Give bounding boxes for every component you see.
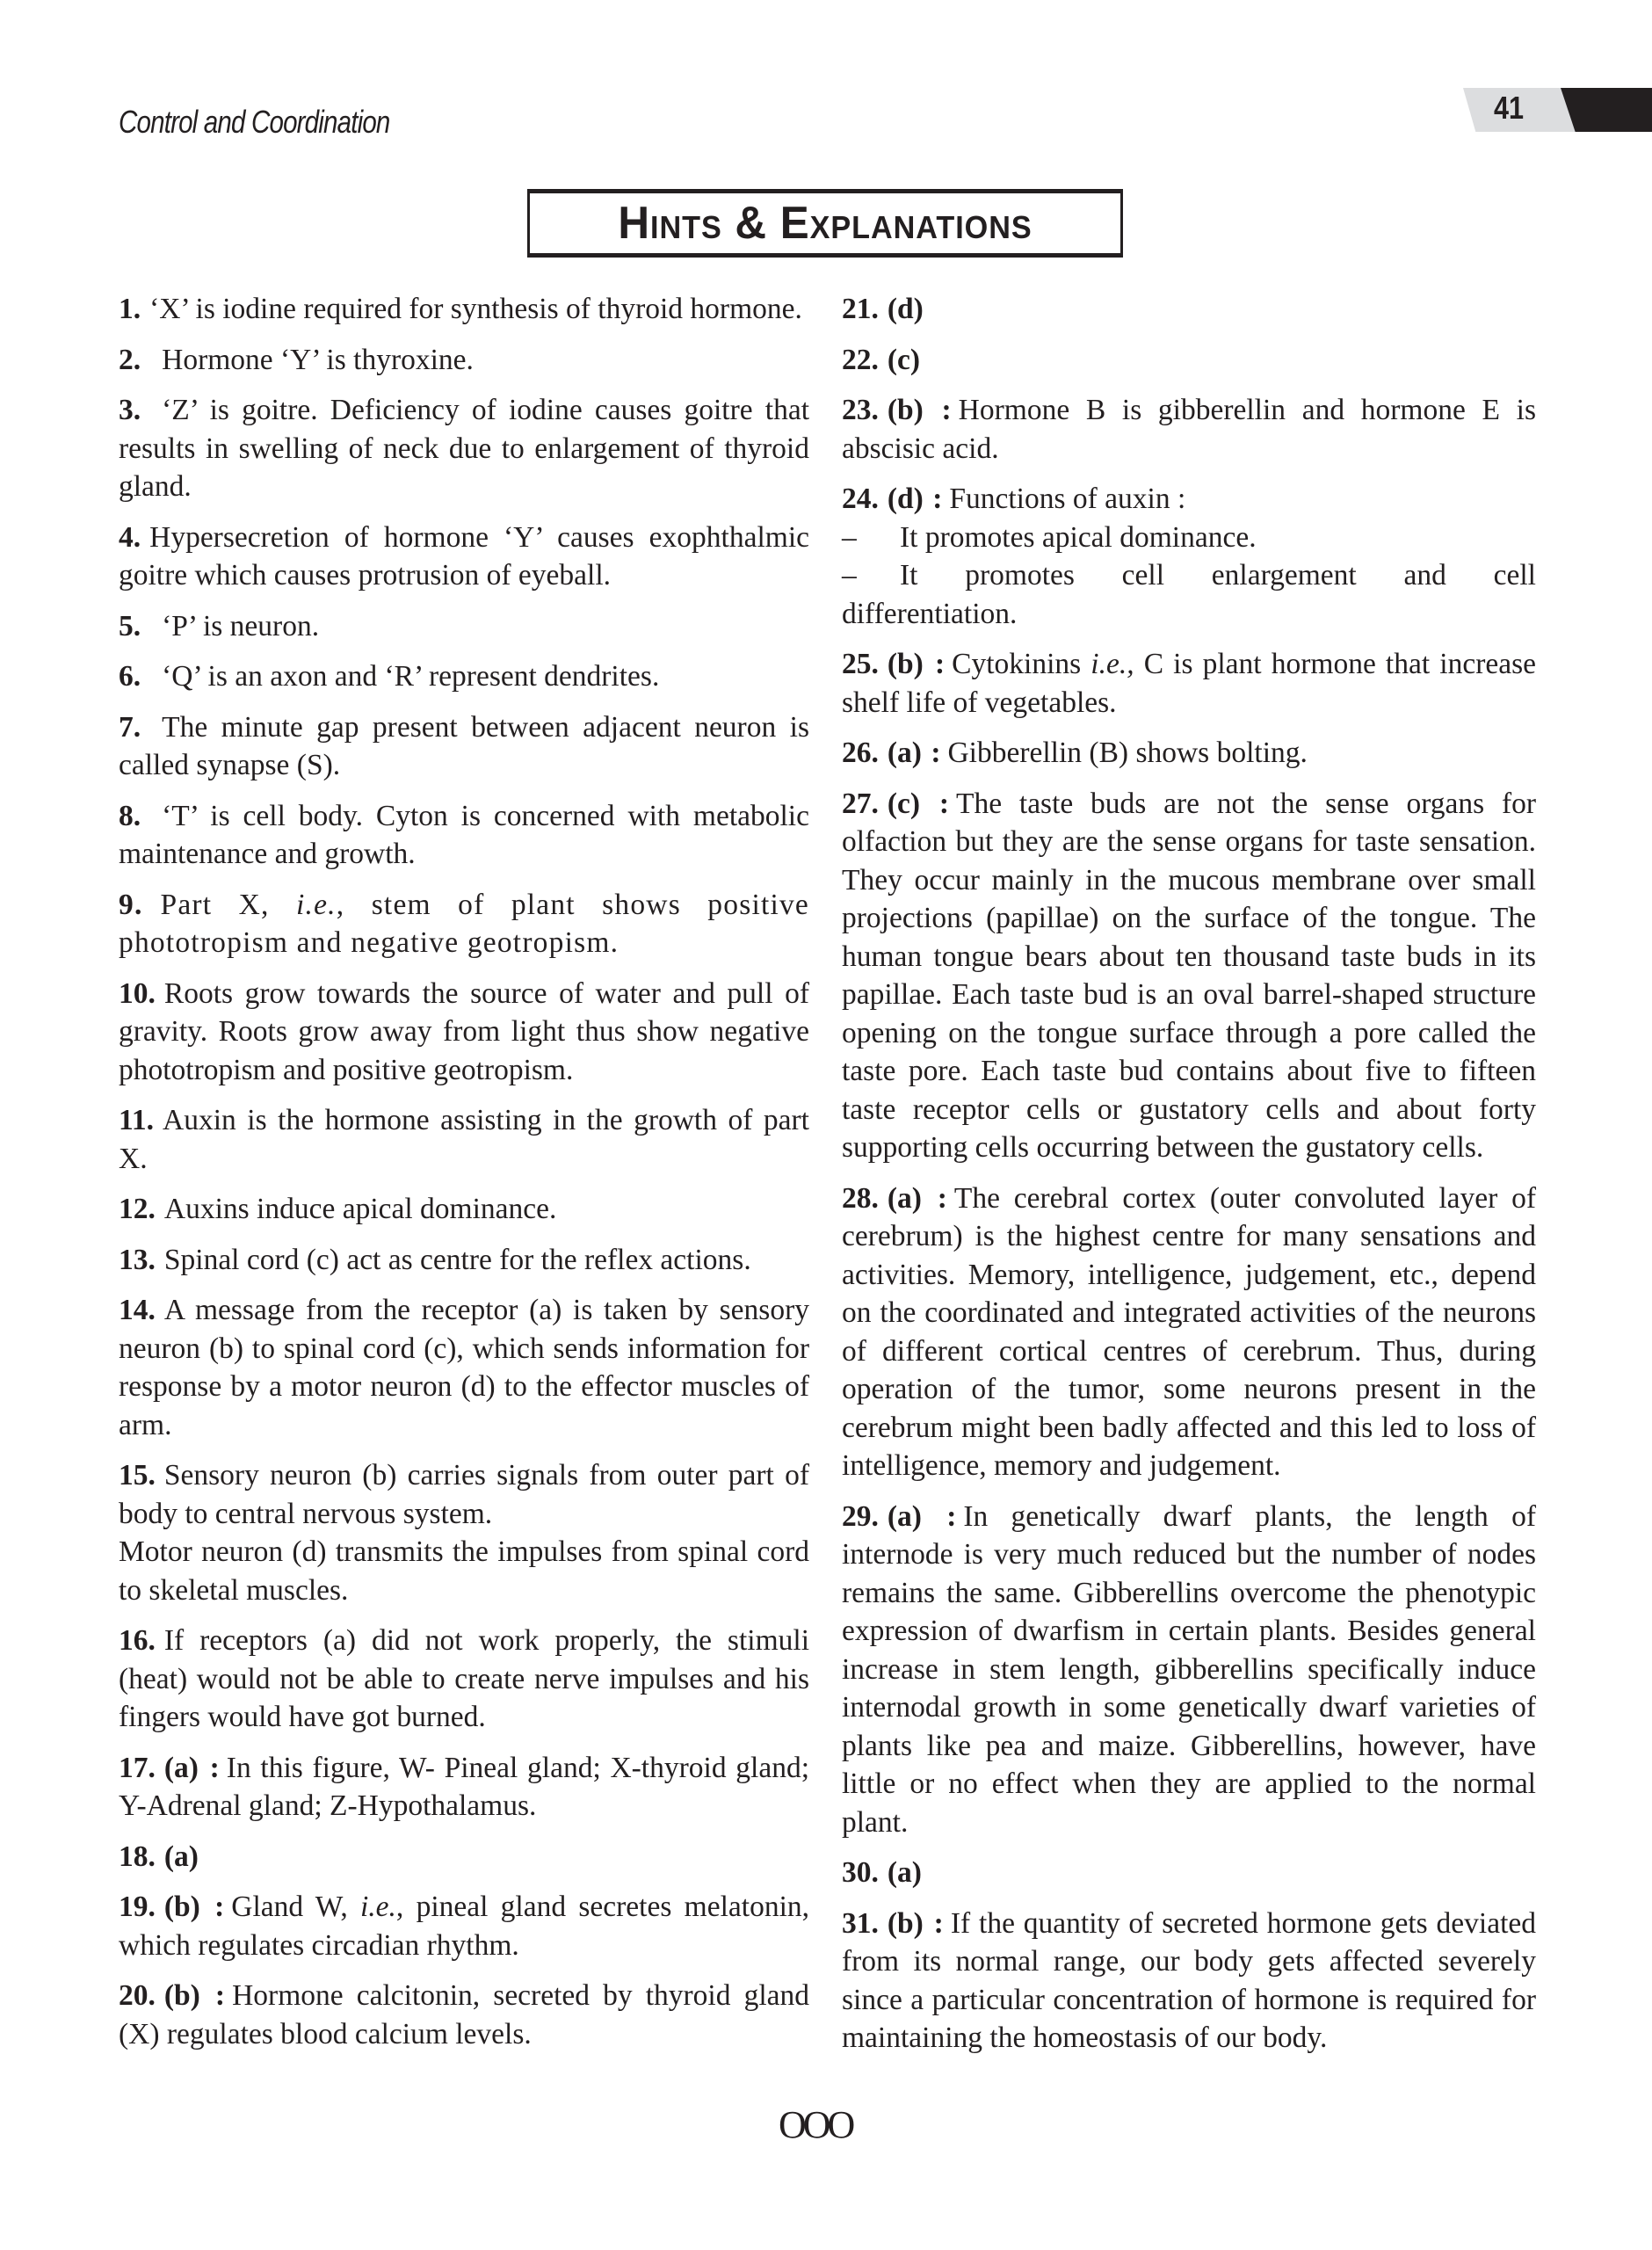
item-text: Auxin is the hormone assisting in the growth of part X.	[119, 1104, 809, 1175]
item-text: Hormone calcitonin, secreted by thyroid gland (X) regulates blood calcium levels.	[119, 1979, 809, 2050]
item-text: Part X,	[160, 888, 297, 921]
explanation-item-18	[119, 1838, 809, 1876]
item-text: If the quantity of secreted hormone gets deviated from its normal range, our body gets affected severely since a particular concentration of hormone is required for maintaining the homeostasis of our body.	[842, 1906, 1536, 2054]
item-number: 27.	[842, 787, 879, 820]
answer-separator: :	[923, 1499, 957, 1533]
explanation-item-22	[842, 341, 1536, 380]
item-number: 28.	[842, 1181, 879, 1215]
explanation-item-4	[119, 519, 809, 595]
explanation-item-16	[119, 1622, 809, 1737]
answer-option: (a)	[163, 1751, 199, 1784]
item-number: 21.	[842, 293, 879, 325]
explanation-item-28	[842, 1179, 1536, 1485]
item-text-italic: i.e.,	[1090, 648, 1134, 680]
explanation-item-12	[119, 1190, 809, 1229]
answer-option: (b)	[163, 1979, 200, 2012]
explanation-item-15	[119, 1456, 809, 1609]
item-text: In genetically dwarf plants, the length of internode is very much reduced but the number of nodes remains the same. Gibberellins overcome the phenotypic expression of dwarfism in certain plants. Besides general increase in stem length, gibberellins specifically induce internodal growth in some genetically dwarf varieties of plants like pea and maize. Gibberellins, however, have little or no effect when they are applied to the normal plant.	[842, 1499, 1536, 1839]
bullet-text: It promotes apical dominance.	[900, 520, 1257, 554]
item-text: Hormone ‘Y’ is thyroxine.	[162, 343, 474, 376]
item-number: 14.	[119, 1294, 156, 1326]
answer-separator: :	[923, 737, 941, 769]
page-tab-black-block	[1561, 88, 1652, 132]
explanation-item-26	[842, 734, 1536, 773]
item-number: 26.	[842, 737, 879, 769]
item-number: 18.	[119, 1840, 156, 1873]
item-text: Spinal cord (c) act as centre for the reflex actions.	[163, 1243, 751, 1276]
item-text: If receptors (a) did not work properly, the stimuli (heat) would not be able to create nerve impulses and his fingers would have got burned.	[119, 1624, 809, 1733]
item-text: Auxins induce apical dominance.	[163, 1193, 557, 1225]
explanation-item-30	[842, 1854, 1536, 1892]
section-title: Hints & Explanations	[618, 198, 1032, 249]
item-text: A message from the receptor (a) is taken by sensory neuron (b) to spinal cord (c), which sends information for response by a motor neuron (d) to the effector muscles of arm.	[119, 1294, 809, 1441]
item-number: 29.	[842, 1499, 879, 1533]
bullet-item	[842, 556, 1536, 633]
item-number: 20.	[119, 1979, 156, 2012]
item-text: The cerebral cortex (outer convoluted layer of cerebrum) is the highest centre for many sensations and activities. Memory, intelligence, judgement, etc., depend on the coordinated and integrated activities of the neurons of different cortical centres of cerebrum. Thus, during operation of the tumor, some neurons present in the cerebrum might been badly affected and this led to loss of intelligence, memory and judgement.	[842, 1181, 1536, 1482]
answer-option: (d)	[887, 483, 924, 515]
item-number: 1.	[119, 293, 141, 325]
item-number: 31.	[842, 1906, 879, 1940]
explanation-item-20	[119, 1977, 809, 2053]
answer-option: (b)	[887, 394, 924, 426]
item-number: 22.	[842, 343, 879, 376]
answer-separator: :	[923, 1181, 947, 1215]
item-text: , stem of plant shows positive phototropism and negative geotropism.	[119, 888, 809, 959]
answer-option: (a)	[887, 737, 922, 769]
explanation-item-1	[119, 290, 809, 329]
item-text: Hormone B is gibberellin and hormone E is abscisic acid.	[842, 394, 1536, 465]
explanation-item-23	[842, 391, 1536, 468]
item-text: Roots grow towards the source of water and pull of gravity. Roots grow away from light thus show negative phototropism and positive geotropism.	[119, 976, 809, 1086]
item-number: 24.	[842, 483, 879, 515]
explanation-item-21	[842, 290, 1536, 329]
explanation-item-31	[842, 1905, 1536, 2058]
explanation-item-17	[119, 1749, 809, 1825]
dash-bullet-icon: –	[842, 559, 857, 592]
item-number: 15.	[119, 1459, 156, 1492]
answer-separator: :	[924, 483, 943, 515]
item-number: 4.	[119, 520, 141, 554]
item-text: Functions of auxin :	[949, 483, 1186, 515]
answer-separator: :	[199, 1751, 220, 1784]
explanation-item-19	[119, 1888, 809, 1964]
explanation-item-3	[119, 391, 809, 506]
item-text: Gibberellin (B) shows bolting.	[947, 737, 1308, 769]
page-number: 41	[1494, 90, 1525, 126]
item-text: C is plant hormone that increase shelf life of vegetables.	[842, 648, 1536, 719]
item-text: ‘T’ is cell body. Cyton is concerned with metabolic maintenance and growth.	[119, 799, 809, 870]
explanation-item-29	[842, 1498, 1536, 1842]
answer-separator: :	[201, 1891, 225, 1923]
item-number: 25.	[842, 648, 879, 680]
end-of-section-mark-icon: OOO	[779, 2103, 852, 2146]
explanation-item-9	[119, 886, 809, 962]
item-text-italic: i.e.	[296, 888, 337, 921]
item-number: 2.	[119, 343, 141, 376]
running-header-title: Control and Coordination	[119, 104, 390, 140]
explanation-item-7	[119, 708, 809, 785]
explanation-item-13	[119, 1241, 809, 1280]
answer-option: (a)	[887, 1499, 922, 1533]
section-title-box	[527, 189, 1123, 258]
item-number: 30.	[842, 1856, 879, 1889]
answer-option: (a)	[887, 1856, 922, 1889]
explanation-item-10	[119, 975, 809, 1090]
item-text: Cytokinins	[952, 648, 1091, 680]
answer-option: (c)	[887, 787, 921, 820]
item-number: 6.	[119, 660, 141, 693]
answer-option: (c)	[887, 343, 921, 376]
answer-option: (a)	[887, 1181, 922, 1215]
item-text: Hypersecretion of hormone ‘Y’ causes exophthalmic goitre which causes protrusion of eyeball.	[119, 520, 809, 592]
item-text: ‘P’ is neuron.	[162, 609, 320, 642]
item-number: 7.	[119, 710, 141, 744]
item-text: ‘Q’ is an axon and ‘R’ represent dendrites.	[162, 660, 660, 693]
item-number: 5.	[119, 609, 141, 642]
explanation-item-14	[119, 1291, 809, 1444]
item-number: 23.	[842, 394, 879, 426]
answer-option: (b)	[163, 1891, 200, 1923]
item-number: 16.	[119, 1624, 156, 1657]
dash-bullet-icon: –	[842, 520, 857, 554]
answer-separator: :	[924, 648, 946, 680]
item-text: The taste buds are not the sense organs for olfaction but they are the sense organs for taste sensation. They occur mainly in the mucous membrane over small projections (papillae) on the surface of the tongue. The human tongue bears about ten thousand taste buds in its papillae. Each taste bud is an oval barrel-shaped structure opening on the tongue surface through a pore called the taste pore. Each taste bud contains about five to fifteen taste receptor cells or gustatory cells and about forty supporting cells occurring between the gustatory cells.	[842, 787, 1537, 1164]
explanation-item-24	[842, 480, 1536, 633]
explanation-item-6	[119, 657, 809, 696]
item-number: 9.	[119, 888, 143, 921]
answer-option: (b)	[887, 648, 924, 680]
answer-separator: :	[924, 1906, 944, 1940]
item-number: 8.	[119, 799, 141, 832]
item-number: 19.	[119, 1891, 156, 1923]
explanation-item-2	[119, 341, 809, 380]
bullet-item	[842, 519, 1536, 557]
item-number: 13.	[119, 1243, 156, 1276]
answer-separator: :	[201, 1979, 226, 2012]
explanation-item-5	[119, 607, 809, 646]
item-text-italic: i.e.	[359, 1891, 396, 1923]
bullet-text: It promotes cell enlargement and cell differentiation.	[842, 559, 1536, 630]
answer-option: (b)	[887, 1906, 924, 1940]
item-text: Sensory neuron (b) carries signals from outer part of body to central nervous system.	[119, 1459, 809, 1530]
item-number: 11.	[119, 1104, 155, 1136]
right-column	[842, 290, 1536, 2070]
item-text: , pineal gland secretes melatonin, which regulates circadian rhythm.	[119, 1891, 810, 1962]
answer-separator: :	[924, 394, 952, 426]
item-text: Gland W,	[231, 1891, 360, 1923]
item-text: The minute gap present between adjacent neuron is called synapse (S).	[119, 710, 809, 781]
item-text: ‘Z’ is goitre. Deficiency of iodine causes goitre that results in swelling of neck due to enlargement of thyroid gland.	[119, 394, 809, 503]
answer-option: (d)	[887, 293, 924, 325]
item-text: In this figure, W- Pineal gland; X-thyroid gland; Y-Adrenal gland; Z-Hypothalamus.	[119, 1751, 810, 1822]
explanation-item-8	[119, 797, 809, 874]
item-number: 17.	[119, 1751, 156, 1784]
answer-option: (a)	[163, 1840, 199, 1873]
explanation-item-11	[119, 1101, 809, 1178]
item-continuation-text: Motor neuron (d) transmits the impulses from spinal cord to skeletal muscles.	[119, 1535, 809, 1607]
explanation-item-25	[842, 645, 1536, 722]
answer-separator: :	[922, 787, 950, 820]
item-text: ‘X’ is iodine required for synthesis of thyroid hormone.	[149, 293, 802, 325]
item-number: 10.	[119, 976, 156, 1010]
left-column	[119, 290, 809, 2065]
explanation-item-27	[842, 785, 1536, 1167]
item-number: 3.	[119, 394, 141, 426]
item-number: 12.	[119, 1193, 156, 1225]
